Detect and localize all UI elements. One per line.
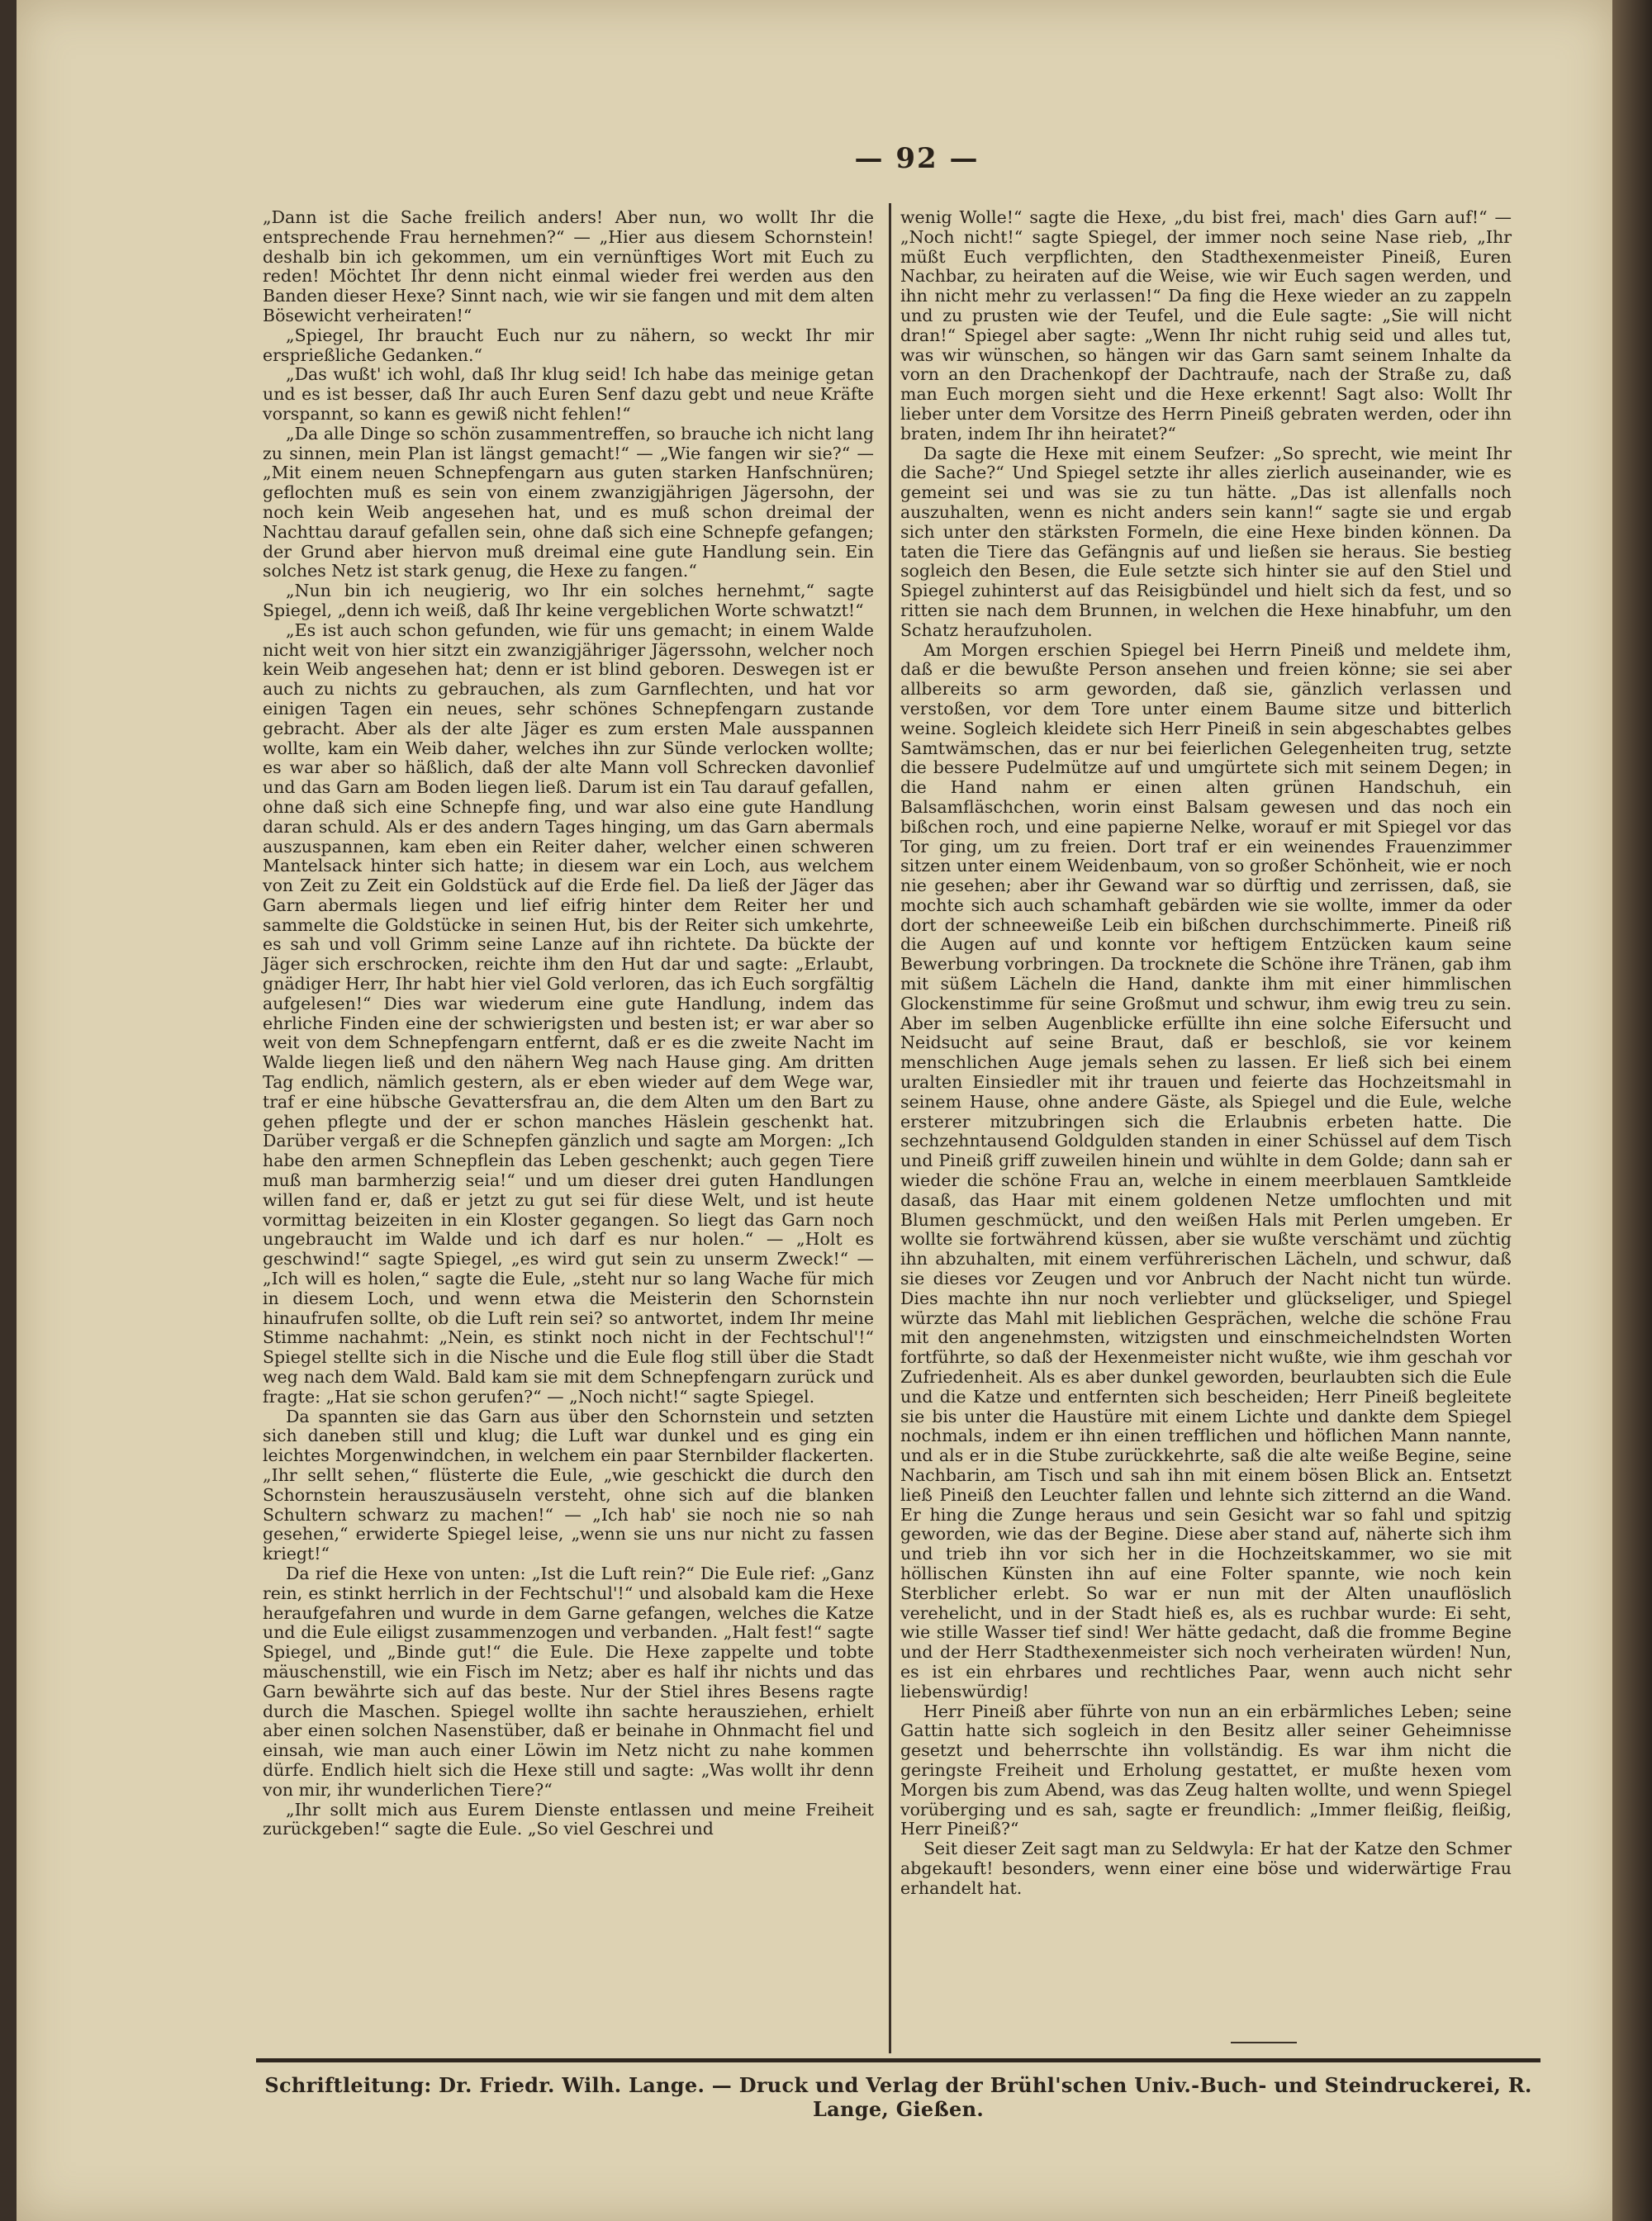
paragraph: Herr Pineiß aber führte von nun an ein erbärmliches Leben; seine Gattin hatte sich sogleich in den Besitz aller seiner Geheimnisse gesetzt und beherrschte ihn vollständig. Es war ihm nicht die geringste Freiheit und Erholung gestattet, er mußte hexen vom Morgen bis zum Abend, was das Zeug halten wollte, und wenn Spiegel vorüberging und es sah, sagte er freundlich: „Immer fleißig, fleißig, Herr Pineiß?“ — [900, 1701, 1512, 1839]
imprint-footer: Schriftleitung: Dr. Friedr. Wilh. Lange. — Druck und Verlag der Brühl'schen Univ.-Buch- und Steindruckerei, R. Lange, Gießen. — [264, 2073, 1532, 2121]
paragraph: „Dann ist die Sache freilich anders! Aber nun, wo wollt Ihr die entsprechende Frau hernehmen?“ — „Hier aus diesem Schornstein! deshalb bin ich gekommen, um ein vernünftiges Wort mit Euch zu reden! Möchtet Ihr denn nicht einmal wieder frei werden aus den Banden dieser Hexe? Sinnt nach, wie wir sie fangen und mit dem alten Bösewicht verheiraten!“ — [263, 207, 874, 325]
paragraph: „Es ist auch schon gefunden, wie für uns gemacht; in einem Walde nicht weit von hier sitzt ein zwanzigjähriger Jägerssohn, welcher noch kein Weib angesehen hat; denn er ist blind geboren. Deswegen ist er auch zu nichts zu gebrauchen, als zum Garnflechten, und hat vor einigen Tagen ein neues, sehr schönes Schnepfengarn zustande gebracht. Aber als der alte Jäger es zum ersten Male ausspannen wollte, kam ein Weib daher, welches ihn zur Sünde verlocken wollte; es war aber so häßlich, daß der alte Mann voll Schrecken davonlief und das Garn am Boden liegen ließ. Darum ist ein Tau darauf gefallen, ohne daß sich eine Schnepfe fing, und war also eine gute Handlung daran schuld. Als er des andern Tages hinging, um das Garn abermals auszuspannen, kam eben ein Reiter daher, welcher einen schweren Mantelsack hinter sich hatte; in diesem war ein Loch, aus welchem von Zeit zu Zeit ein Goldstück auf die Erde fiel. Da ließ der Jäger das Garn abermals liegen und lief eifrig hinter dem Reiter her und sammelte die Goldstücke in seinen Hut, bis der Reiter sich umkehrte, es sah und voll Grimm seine Lanze auf ihn richtete. Da bückte der Jäger sich erschrocken, reichte ihm den Hut dar und sagte: „Erlaubt, gnädiger Herr, Ihr habt hier viel Gold verloren, das ich Euch sorgfältig aufgelesen!“ Dies war wiederum eine gute Handlung, indem das ehrliche Finden eine der schwierigsten und besten ist; er war aber so weit von dem Schnepfengarn entfernt, daß er es die zweite Nacht im Walde liegen ließ und den nähern Weg nach Hause ging. Am dritten Tag endlich, nämlich gestern, als er eben wieder auf dem Wege war, traf er eine hübsche Gevattersfrau an, die dem Alten um den Bart zu gehen pflegte und der er schon manches Häslein geschenkt hat. Darüber vergaß er die Schnepfen gänzlich und sagte am Morgen: „Ich habe den armen Schnepflein das Leben geschenkt; auch gegen Tiere muß man barmherzig seia!“ und um dieser drei guten Handlungen willen fand er, daß er jetzt zu gut sei für diese Welt, und ist heute vormittag beizeiten in ein Kloster gegangen. So liegt das Garn noch ungebraucht im Walde und ich darf es nur holen.“ — „Holt es geschwind!“ sagte Spiegel, „es wird gut sein zu unserm Zweck!“ — „Ich will es holen,“ sagte die Eule, „steht nur so lang Wache für mich in diesem Loch, und wenn etwa die Meisterin den Schornstein hinaufrufen sollte, ob die Luft rein sei? so antwortet, indem Ihr meine Stimme nachahmt: „Nein, es stinkt noch nicht in der Fechtschul'!“ Spiegel stellte sich in die Nische und die Eule flog still über die Stadt weg nach dem Wald. Bald kam sie mit dem Schnepfengarn zurück und fragte: „Hat sie schon gerufen?“ — „Noch nicht!“ sagte Spiegel. — [263, 619, 874, 1407]
paragraph: „Das wußt' ich wohl, daß Ihr klug seid! Ich habe das meinige getan und es ist besser, daß Ihr auch Euren Senf dazu gebt und neue Kräfte vorspannt, so kann es gewiß nicht fehlen!“ — [263, 364, 874, 424]
paragraph: Da rief die Hexe von unten: „Ist die Luft rein?“ Die Eule rief: „Ganz rein, es stinkt herrlich in der Fechtschul'!“ und alsobald kam die Hexe heraufgefahren und wurde in dem Garne gefangen, welches die Katze und die Eule eiligst zusammenzogen und verbanden. „Halt fest!“ sagte Spiegel, und „Binde gut!“ die Eule. Die Hexe zappelte und tobte mäuschenstill, wie ein Fisch im Netz; aber es half ihr nichts und das Garn bewährte sich auf das beste. Nur der Stiel ihres Besens ragte durch die Maschen. Spiegel wollte ihn sachte herausziehen, erhielt aber einen solchen Nasenstüber, daß er beinahe in Ohnmacht fiel und einsah, wie man auch einer Löwin im Netz nicht zu nahe kommen dürfe. Endlich hielt sich die Hexe still und sagte: „Was wollt ihr denn von mir, ihr wunderlichen Tiere?“ — [263, 1563, 874, 1800]
right-column — [900, 208, 1512, 1899]
page-number: — 92 — — [854, 142, 980, 175]
page-edge-shadow — [1612, 0, 1652, 2221]
column-divider — [889, 203, 891, 2053]
paragraph: „Nun bin ich neugierig, wo Ihr ein solches hernehmt,“ sagte Spiegel, „denn ich weiß, daß Ihr keine vergeblichen Worte schwatzt!“ — [263, 581, 874, 620]
paragraph: „Ihr sollt mich aus Eurem Dienste entlassen und meine Freiheit zurückgeben!“ sagte die Eule. „So viel Geschrei und — [263, 1799, 874, 1839]
paragraph: „Da alle Dinge so schön zusammentreffen, so brauche ich nicht lang zu sinnen, mein Plan ist längst gemacht!“ — „Wie fangen wir sie?“ — „Mit einem neuen Schnepfengarn aus guten starken Hanfschnüren; geflochten muß es sein von einem zwanzigjährigen Jägersohn, der noch kein Weib angesehen hat, und es muß schon dreimal der Nachttau darauf gefallen sein, ohne daß sich eine Schnepfe gefangen; der Grund aber hiervon muß dreimal eine gute Handlung sein. Ein solches Netz ist stark genug, die Hexe zu fangen.“ — [263, 423, 874, 581]
paragraph: Am Morgen erschien Spiegel bei Herrn Pineiß und meldete ihm, daß er die bewußte Person ansehen und freien könne; sie sei aber allbereits so arm geworden, daß sie, gänzlich verlassen und verstoßen, vor dem Tore unter einem Baume sitze und bitterlich weine. Sogleich kleidete sich Herr Pineiß in sein abgeschabtes gelbes Samtwämschen, das er nur bei feierlichen Gelegenheiten trug, setzte die bessere Pudelmütze auf und umgürtete sich mit seinem Degen; in die Hand nahm er einen alten grünen Handschuh, ein Balsamfläschchen, worin einst Balsam gewesen und das noch ein bißchen roch, und eine papierne Nelke, worauf er mit Spiegel vor das Tor ging, um zu freien. Dort traf er ein weinendes Frauenzimmer sitzen unter einem Weidenbaum, von so großer Schönheit, wie er noch nie gesehen; aber ihr Gewand war so dürftig und zerrissen, daß, sie mochte sich auch schamhaft gebärden wie sie wollte, immer da oder dort der schneeweiße Leib ein bißchen durchschimmerte. Pineiß riß die Augen auf und konnte vor heftigem Entzücken kaum seine Bewerbung vorbringen. Da trocknete die Schöne ihre Tränen, gab ihm mit süßem Lächeln die Hand, dankte ihm mit einer himmlischen Glockenstimme für seine Großmut und schwur, ihm ewig treu zu sein. Aber im selben Augenblicke erfüllte ihn eine solche Eifersucht und Neidsucht auf seine Braut, daß er beschloß, sie vor keinem menschlichen Auge jemals sehen zu lassen. Er ließ sich bei einem uralten Einsiedler mit ihr trauen und feierte das Hochzeitsmahl in seinem Hause, ohne andere Gäste, als Spiegel und die Eule, welche ersterer mitzubringen sich die Erlaubnis erbeten hatte. Die sechzehntausend Goldgulden standen in einer Schüssel auf dem Tisch und Pineiß griff zuweilen hinein und wühlte in dem Golde; dann sah er wieder die schöne Frau an, welche in einem meerblauen Samtkleide dasaß, das Haar mit einem goldenen Netze umflochten und mit Blumen geschmückt, und den weißen Hals mit Perlen umgeben. Er wollte sie fortwährend küssen, aber sie wußte verschämt und züchtig ihn abzuhalten, mit einem verführerischen Lächeln, und schwur, daß sie dieses vor Zeugen und vor Anbruch der Nacht nicht tun würde. Dies machte ihn nur noch verliebter und glückseliger, und Spiegel würzte das Mahl mit lieblichen Gesprächen, welche die schöne Frau mit den angenehmsten, witzigsten und einschmeichelndsten Worten fortführte, so daß der Hexenmeister nicht wußte, wie ihm geschah vor Zufriedenheit. Als es aber dunkel geworden, beurlaubten sich die Eule und die Katze und entfernten sich bescheiden; Herr Pineiß begleitete sie bis unter die Haustüre mit einem Lichte und dankte dem Spiegel nochmals, indem er ihn einen trefflichen und höflichen Mann nannte, und als er in die Stube zurückkehrte, saß die alte weiße Begine, seine Nachbarin, am Tisch und sah ihn mit einem bösen Blick an. Entsetzt ließ Pineiß den Leuchter fallen und lehnte sich zitternd an die Wand. Er hing die Zunge heraus und sein Gesicht war so fahl und spitzig geworden, wie das der Begine. Diese aber stand auf, näherte sich ihm und trieb ihn vor sich her in die Hochzeitskammer, wo sie mit höllischen Künsten ihn auf eine Folter spannte, wie noch kein Sterblicher erlebt. So war er nun mit der Alten unauflöslich verehelicht, und in der Stadt hieß es, als es ruchbar wurde: Ei seht, wie stille Wasser tief sind! Wer hätte gedacht, daß die fromme Begine und der Herr Stadthexenmeister sich noch verheiraten würden! Nun, es ist ein ehrbares und rechtliches Paar, wenn auch nicht sehr liebenswürdig! — [900, 639, 1512, 1701]
end-rule — [1231, 2042, 1297, 2043]
footer-rule — [256, 2058, 1540, 2062]
paragraph: „Spiegel, Ihr braucht Euch nur zu nähern, so weckt Ihr mir ersprießliche Gedanken.“ — [263, 325, 874, 365]
paragraph: Da sagte die Hexe mit einem Seufzer: „So sprecht, wie meint Ihr die Sache?“ Und Spiegel setzte ihr alles zierlich auseinander, wie es gemeint sei und was sie zu tun hätte. „Das ist allenfalls noch auszuhalten, wenn es nicht anders sein kann!“ sagte sie und ergab sich unter den stärksten Formeln, die eine Hexe binden können. Da taten die Tiere das Gefängnis auf und ließen sie heraus. Sie bestieg sogleich den Besen, die Eule setzte sich hinter sie auf den Stiel und Spiegel zuhinterst auf das Reisigbündel und hielt sich da fest, und so ritten sie nach dem Brunnen, in welchen die Hexe hinabfuhr, um den Schatz heraufzuholen. — [900, 443, 1512, 640]
newspaper-page — [17, 0, 1615, 2221]
paragraph: wenig Wolle!“ sagte die Hexe, „du bist frei, mach' dies Garn auf!“ — „Noch nicht!“ sagte Spiegel, der immer noch seine Nase rieb, „Ihr müßt Euch verpflichten, den Stadthexenmeister Pineiß, Euren Nachbar, zu heiraten auf die Weise, wie wir Euch sagen werden, und ihn nicht mehr zu verlassen!“ Da fing die Hexe wieder an zu zappeln und zu prusten wie der Teufel, und die Eule sagte: „Sie will nicht dran!“ Spiegel aber sagte: „Wenn Ihr nicht ruhig seid und alles tut, was wir wünschen, so hängen wir das Garn samt seinem Inhalte da vorn an den Drachenkopf der Dachtraufe, nach der Straße zu, daß man Euch morgen sieht und die Hexe erkennt! Sagt also: Wollt Ihr lieber unter dem Vorsitze des Herrn Pineiß gebraten werden, oder ihn braten, indem Ihr ihn heiratet?“ — [900, 207, 1512, 444]
paragraph: Da spannten sie das Garn aus über den Schornstein und setzten sich daneben still und klug; die Luft war dunkel und es ging ein leichtes Morgenwindchen, in welchem ein paar Sternbilder flackerten. „Ihr sellt sehen,“ flüsterte die Eule, „wie geschickt die durch den Schornstein herauszusäuseln versteht, ohne sich auf die blanken Schultern schwarz zu machen!“ — „Ich hab' sie noch nie so nah gesehen,“ erwiderte Spiegel leise, „wenn sie uns nur nicht zu fassen kriegt!“ — [263, 1406, 874, 1564]
left-column — [263, 208, 874, 1839]
paragraph: Seit dieser Zeit sagt man zu Seldwyla: Er hat der Katze den Schmer abgekauft! besonders, wenn einer eine böse und widerwärtige Frau erhandelt hat. — [900, 1839, 1512, 1898]
